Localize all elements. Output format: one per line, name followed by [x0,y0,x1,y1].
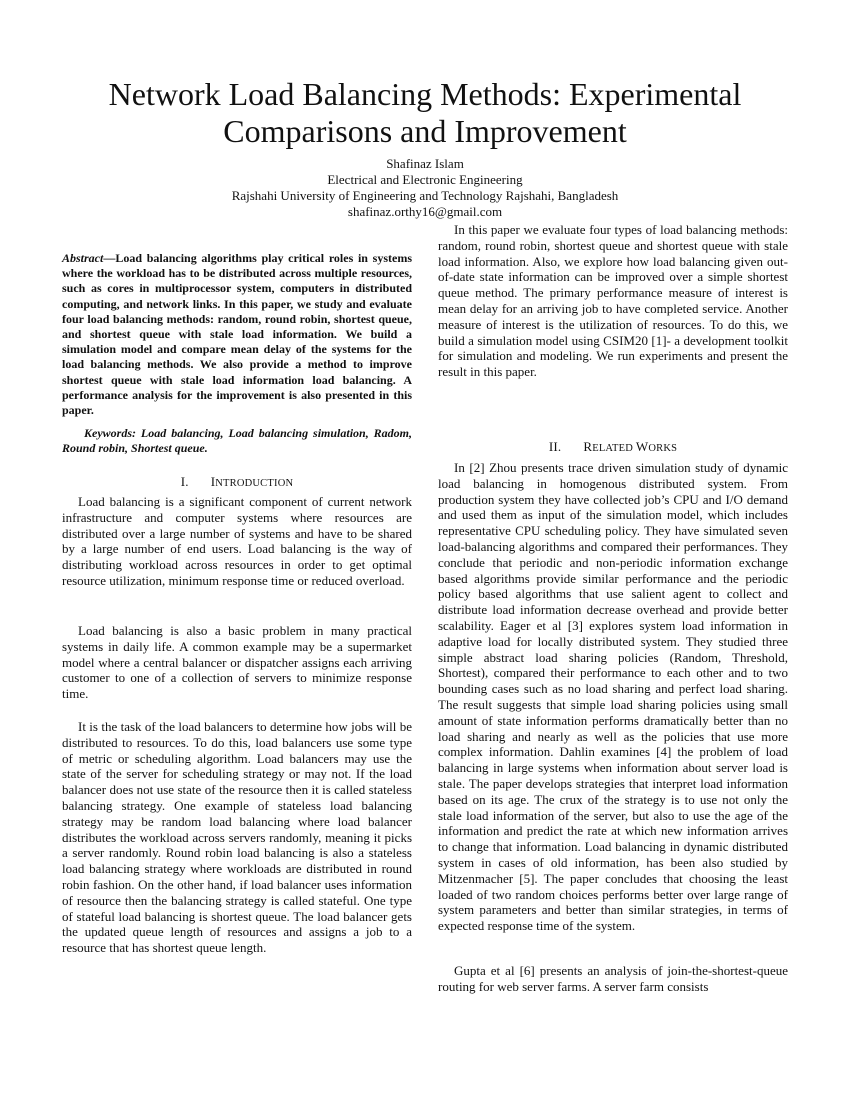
intro-paragraph-1: Load balancing is a significant component of current network infrastructure and computer systems where resources are distributed over a large number of systems and have to be shared by a large number of end users. Load balancing is the way of distributing workload across resources in order to get optimal resource utilization, minimum response time or reduced overload. [62,494,412,588]
section-heading-related-works [438,439,788,457]
section-title-initial: R [583,439,593,454]
intro-paragraph-2: Load balancing is also a basic problem in many practical systems in daily life. A common example may be a supermarket model where a central balancer or dispatcher assigns each arriving customer to one of a collection of servers to minimize response time. [62,623,412,702]
abstract-label: Abstract [62,251,104,265]
author-department: Electrical and Electronic Engineering [327,172,523,187]
author-name: Shafinaz Islam [386,156,464,171]
abstract-dash: — [103,251,116,265]
author-block [60,156,790,220]
paper-title-line-2: Comparisons and Improvement [223,113,627,149]
related-paragraph-2: Gupta et al [6] presents an analysis of join-the-shortest-queue routing for web server farms. A server farm consists [438,963,788,994]
abstract-text: Load balancing algorithms play critical roles in systems where the workload has to be distributed across multiple resources, such as cores in multiprocessor system, computers in distributed computing, and network links. In this paper, we study and evaluate four load balancing methods: random, round robin, shortest queue, and shortest queue with stale load information. We build a simulation model and compare mean delay of the systems for the load balancing methods. We also provide a method to improve shortest queue with stale load information load balancing. A performance analysis for the improvement is also presented in this paper. [62,251,412,418]
section-heading-introduction [62,474,412,492]
keywords: Keywords: Load balancing, Load balancing simulation, Radom, Round robin, Shortest queue. [62,426,412,456]
paper-title-line-1: Network Load Balancing Methods: Experimental [108,76,742,112]
abstract [62,251,412,418]
intro-paragraph-4: In this paper we evaluate four types of load balancing methods: random, round robin, shortest queue and shortest queue with stale load information. Also, we explore how load balancing given out-of-date state information can be improved over a simple shortest queue method. The primary performance measure of interest is mean delay for an arriving job to have completed service. Another measure of interest is the utilization of resources. To do this, we build a simulation model using CSIM20 [1]- a development toolkit for simulation and modeling. We run experiments and present the result in this paper. [438,222,788,380]
related-paragraph-1: In [2] Zhou presents trace driven simulation study of dynamic load balancing in homogenous distributed system. From production system they have collected job’s CPU and I/O demand and used them as input of the simulation model, which includes representative CPU scheduling policy. They have simulated seven load-balancing algorithms and compared their performances. They conclude that periodic and non-periodic information exchange based algorithms provide similar performance and the periodic policy based algorithms that use salient agent to collect and distribute load information decrease overhead and provide better scalability. Eager et al [3] explores system load information in adaptive load for locally distributed system. They studied three simple abstract load sharing policies (Random, Threshold, Shortest), compared their performance to each other and to two bounding cases such as no load sharing and perfect load sharing. The result suggests that simple load sharing policies using small amount of state information performs dramatically better than no load sharing and nearly as well as the policies that use more complex information. Dahlin examines [4] the problem of load balancing in large systems when information about server load is stale. The paper develops strategies that interpret load information based on its age. The crux of the strategy is to use not only the stale load information of the server, but also to use the age of the information and predict the rate at which new information arrives to change that information. Load balancing in dynamic distributed system in cases of old information, has been also studied by Mitzenmacher [5]. The paper concludes that choosing the least loaded of two random choices performs better over large range of system parameters and better than similar strategies, in terms of expected response time of the system. [438,460,788,934]
paper-title [40,76,810,150]
author-affiliation: Rajshahi University of Engineering and Technology Rajshahi, Bangladesh [231,188,619,203]
author-email: shafinaz.orthy16@gmail.com [347,204,503,219]
section-title-initial-2: W [635,439,649,454]
section-title-initial: I [210,474,216,489]
section-title-rest-2: ORKS [648,443,678,454]
section-number: II. [548,439,562,454]
section-number: I. [180,474,189,489]
intro-paragraph-3: It is the task of the load balancers to determine how jobs will be distributed to resources. To do this, load balancers use some type of metric or scheduling algorithm. Load balancers may use the state of the server for scheduling strategy or may not. If the load balancer does not use state of the resource then it is called stateless balancing strategy. One example of stateless load balancing strategy may be random load balancing where load balancer distributes the workload across servers randomly, meaning it picks a server randomly. Round robin load balancing is also a stateless load balancing strategy where workloads are distributed in round robin fashion. On the other hand, if load balancer uses information of resource then the balancing strategy is called stateful. One type of stateful load balancing is shortest queue. The load balancer gets the updated queue length of resources and assigns a job to a resource that has shortest queue length. [62,719,412,956]
section-title-rest: NTRODUCTION [215,478,294,489]
section-title-rest: ELATED [592,443,636,454]
